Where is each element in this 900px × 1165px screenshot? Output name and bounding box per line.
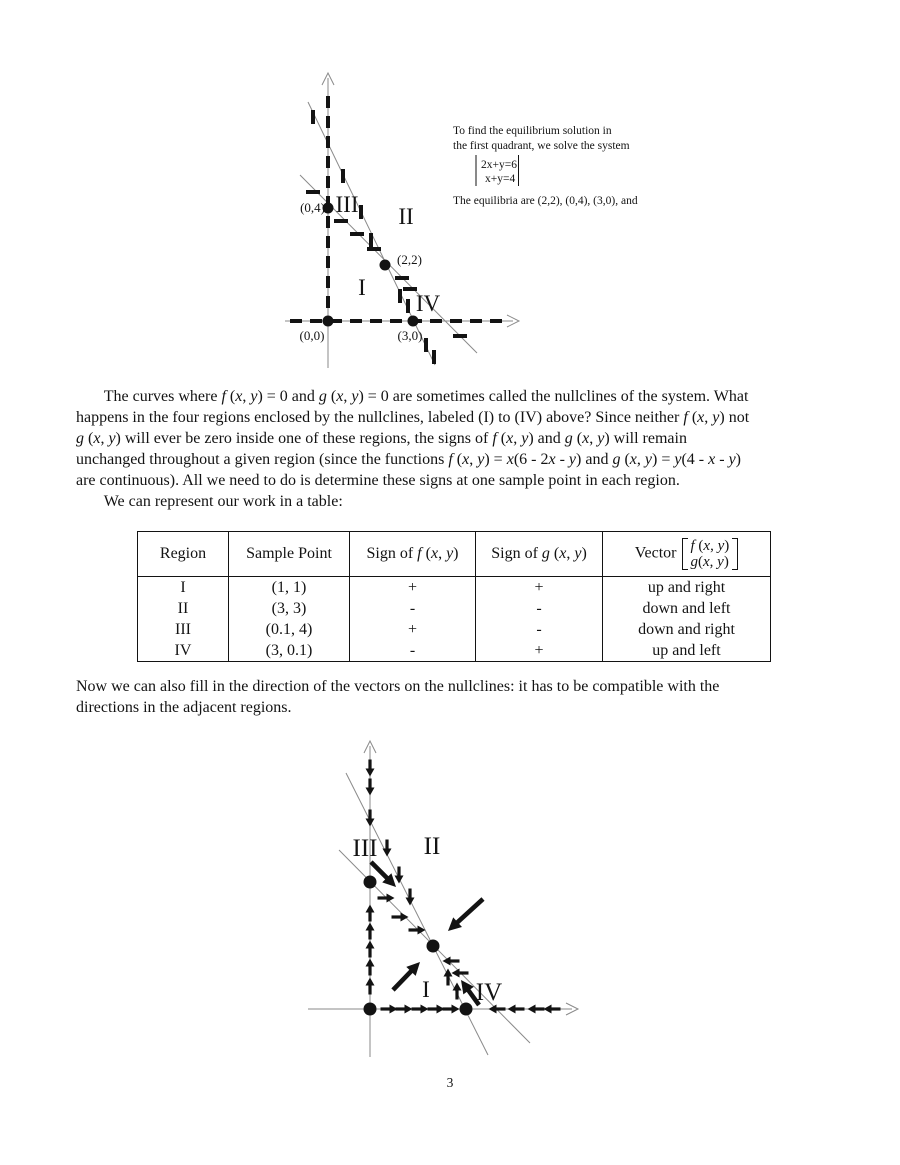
region-label-II: II (423, 833, 441, 860)
table-row (138, 619, 771, 640)
flow-arrow-d-head (366, 788, 375, 796)
page-number: 3 (446, 1075, 454, 1090)
region-I-direction (393, 969, 413, 990)
sign-table-body (138, 577, 771, 662)
flow-arrow-d-head (406, 898, 415, 906)
system-eq-2: x+y=4 (485, 173, 516, 185)
region-label-II: II (398, 204, 414, 229)
flow-arrow-d-head (383, 849, 392, 857)
cell-vector: down and left (642, 599, 731, 617)
cell-sign_g: + (476, 577, 603, 599)
cell-sign_f: + (350, 577, 476, 599)
cell-vector: up and right (647, 578, 726, 596)
region-label-I: I (422, 977, 430, 1002)
equilibrium-point (427, 940, 440, 953)
flow-arrow-u-head (366, 978, 375, 986)
flow-arrow-r-head (452, 1005, 460, 1014)
col-header-sample-point: Sample Point (229, 532, 350, 577)
flow-arrow-d-head (366, 769, 375, 777)
col-header-region: Region (138, 532, 229, 577)
sign-table (137, 531, 771, 662)
cell-sample_point: (1, 1) (229, 577, 350, 599)
flow-arrow-l-head (508, 1005, 516, 1014)
flow-arrow-d-head (366, 819, 375, 827)
region-label-III: III (335, 192, 359, 217)
table-row (138, 577, 771, 599)
cell-region: IV (138, 640, 229, 662)
cell-region: I (138, 577, 229, 599)
cell-sign_g: - (476, 598, 603, 619)
flow-arrow-u-head (366, 905, 375, 913)
paragraph-nullcline-directions (76, 676, 719, 718)
text-line: g (x, y) will ever be zero inside one of these regions, the signs of f (x, y) and g (x, y) will remain (76, 430, 687, 447)
table-row (138, 598, 771, 619)
text-line: are continuous). All we need to do is determine these signs at one sample point in each region. (76, 472, 680, 489)
col-header-sign-g: Sign of g (x, y) (476, 532, 603, 577)
matrix-entry-f: f (x, y) (690, 538, 730, 554)
cell-sign_f: + (350, 619, 476, 640)
cell-sign_g: - (476, 619, 603, 640)
flow-arrow-l-head (528, 1005, 536, 1014)
flow-arrow-r-head (387, 894, 395, 903)
equilibrium-point (460, 1003, 473, 1016)
flow-arrow-l-head (544, 1005, 552, 1014)
text-line: unchanged throughout a given region (since the functions f (x, y) = x(6 - 2x - y) and g (x, y) = y(4 - x - y) (76, 451, 741, 468)
text-line: Now we can also fill in the direction of the vectors on the nullclines: it has to be compatible with the (76, 678, 720, 695)
note-line-3: The equilibria are (2,2), (0,4), (3,0), and (453, 195, 638, 207)
system-eq-1: 2x+y=6 (481, 159, 517, 171)
flow-arrow-u-head (366, 923, 375, 931)
text-line: happens in the four regions enclosed by the nullclines, labeled (I) to (IV) above? Since neither f (x, y) not (76, 409, 750, 426)
cell-sample_point: (0.1, 4) (229, 619, 350, 640)
col-header-vector (603, 532, 771, 577)
flow-arrow-d-head (395, 876, 404, 884)
equilibrium-point (364, 876, 377, 889)
region-label-IV: IV (475, 979, 503, 1006)
point-label-2-2: (2,2) (397, 252, 422, 267)
flow-arrow-u-head (366, 959, 375, 967)
col-header-sign-f: Sign of f (x, y) (350, 532, 476, 577)
flow-arrow-r-head (405, 1005, 413, 1014)
cell-sample_point: (3, 0.1) (229, 640, 350, 662)
region-II-direction (456, 899, 483, 924)
note-line-2: the first quadrant, we solve the system (453, 140, 630, 152)
cell-region: II (138, 598, 229, 619)
vector-label: Vector (634, 544, 677, 562)
matrix-bracket-right (732, 538, 738, 570)
point-label-3-0: (3,0) (397, 328, 423, 343)
point-label-0-0: (0,0) (299, 328, 325, 343)
text-line: The curves where f (x, y) = 0 and g (x, y) = 0 are sometimes called the nullclines of the system. What (76, 388, 749, 405)
cell-vector: up and left (652, 641, 721, 659)
equilibrium-point (364, 1003, 377, 1016)
cell-sign_f: - (350, 598, 476, 619)
cell-vector: down and right (638, 620, 735, 638)
paragraph-nullclines (76, 386, 749, 512)
cell-region: III (138, 619, 229, 640)
matrix-entry-g: g(x, y) (690, 554, 729, 570)
cell-sample_point: (3, 3) (229, 598, 350, 619)
flow-arrow-r-head (401, 913, 409, 922)
vector-matrix (682, 538, 739, 570)
table-row (138, 640, 771, 662)
flow-arrow-l-head (443, 957, 451, 966)
region-label-IV: IV (415, 291, 441, 316)
cell-sign_f: - (350, 640, 476, 662)
text-line: directions in the adjacent regions. (76, 699, 292, 716)
note-line-1: To find the equilibrium solution in (453, 125, 612, 137)
point-label-0-4: (0,4) (300, 200, 325, 215)
flow-arrow-l-head (452, 969, 460, 978)
flow-arrow-u-head (366, 941, 375, 949)
cell-sign_g: + (476, 640, 603, 662)
region-label-III: III (352, 835, 378, 862)
flow-arrow-r-head (421, 1005, 429, 1014)
region-label-I: I (358, 275, 366, 300)
sign-table-header (138, 532, 771, 577)
text-line: We can represent our work in a table: (76, 493, 343, 510)
